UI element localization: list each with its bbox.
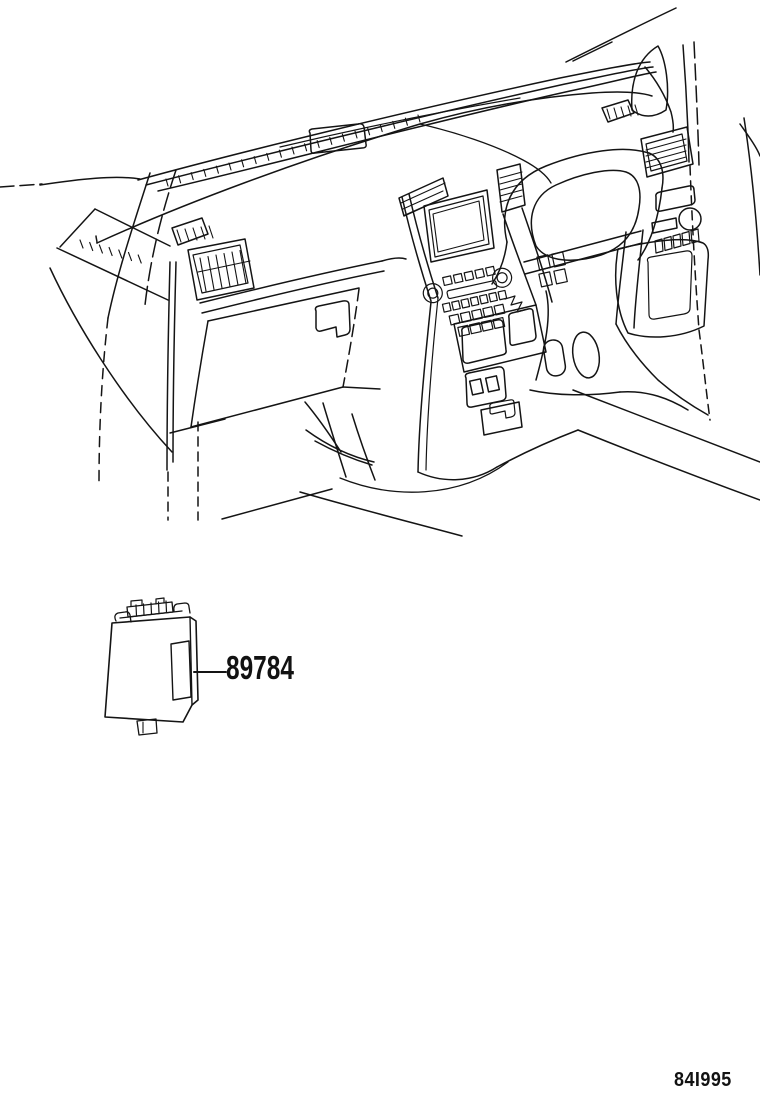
- left-pillar-and-quarter-trim: [50, 170, 198, 520]
- footrest: [542, 339, 566, 378]
- left-end-demister-vent: [172, 218, 213, 245]
- left-dash-vent: [188, 239, 254, 300]
- glovebox: [170, 258, 406, 480]
- center-stack: [340, 164, 578, 492]
- center-right-vent: [497, 164, 525, 212]
- part-number-callout[interactable]: 89784: [226, 649, 294, 686]
- connector-recess: [171, 641, 191, 700]
- knee-pocket: [616, 240, 709, 337]
- part-89784-illustration: [105, 598, 226, 735]
- pedal: [570, 330, 603, 380]
- audio-climate-controls: [421, 263, 522, 342]
- console-pocket: [481, 400, 522, 435]
- dash-top: [96, 67, 673, 245]
- right-pillar-and-mirror: [566, 8, 760, 420]
- windshield-defroster-band: [0, 62, 656, 191]
- mirror-sail: [632, 46, 668, 116]
- ignition-knob: [679, 208, 701, 230]
- center-left-vent: [399, 178, 448, 216]
- tweeter-grille-hatch: [80, 240, 141, 263]
- mount-tab: [137, 719, 157, 735]
- console-switches: [465, 367, 506, 407]
- meter-hood: [492, 149, 663, 284]
- figure-code: 84I995: [674, 1069, 732, 1091]
- right-dash-vent: [641, 127, 693, 177]
- dash-sensor-grille: [602, 100, 638, 122]
- nav-display: [424, 190, 494, 262]
- glovebox-handle: [315, 301, 350, 337]
